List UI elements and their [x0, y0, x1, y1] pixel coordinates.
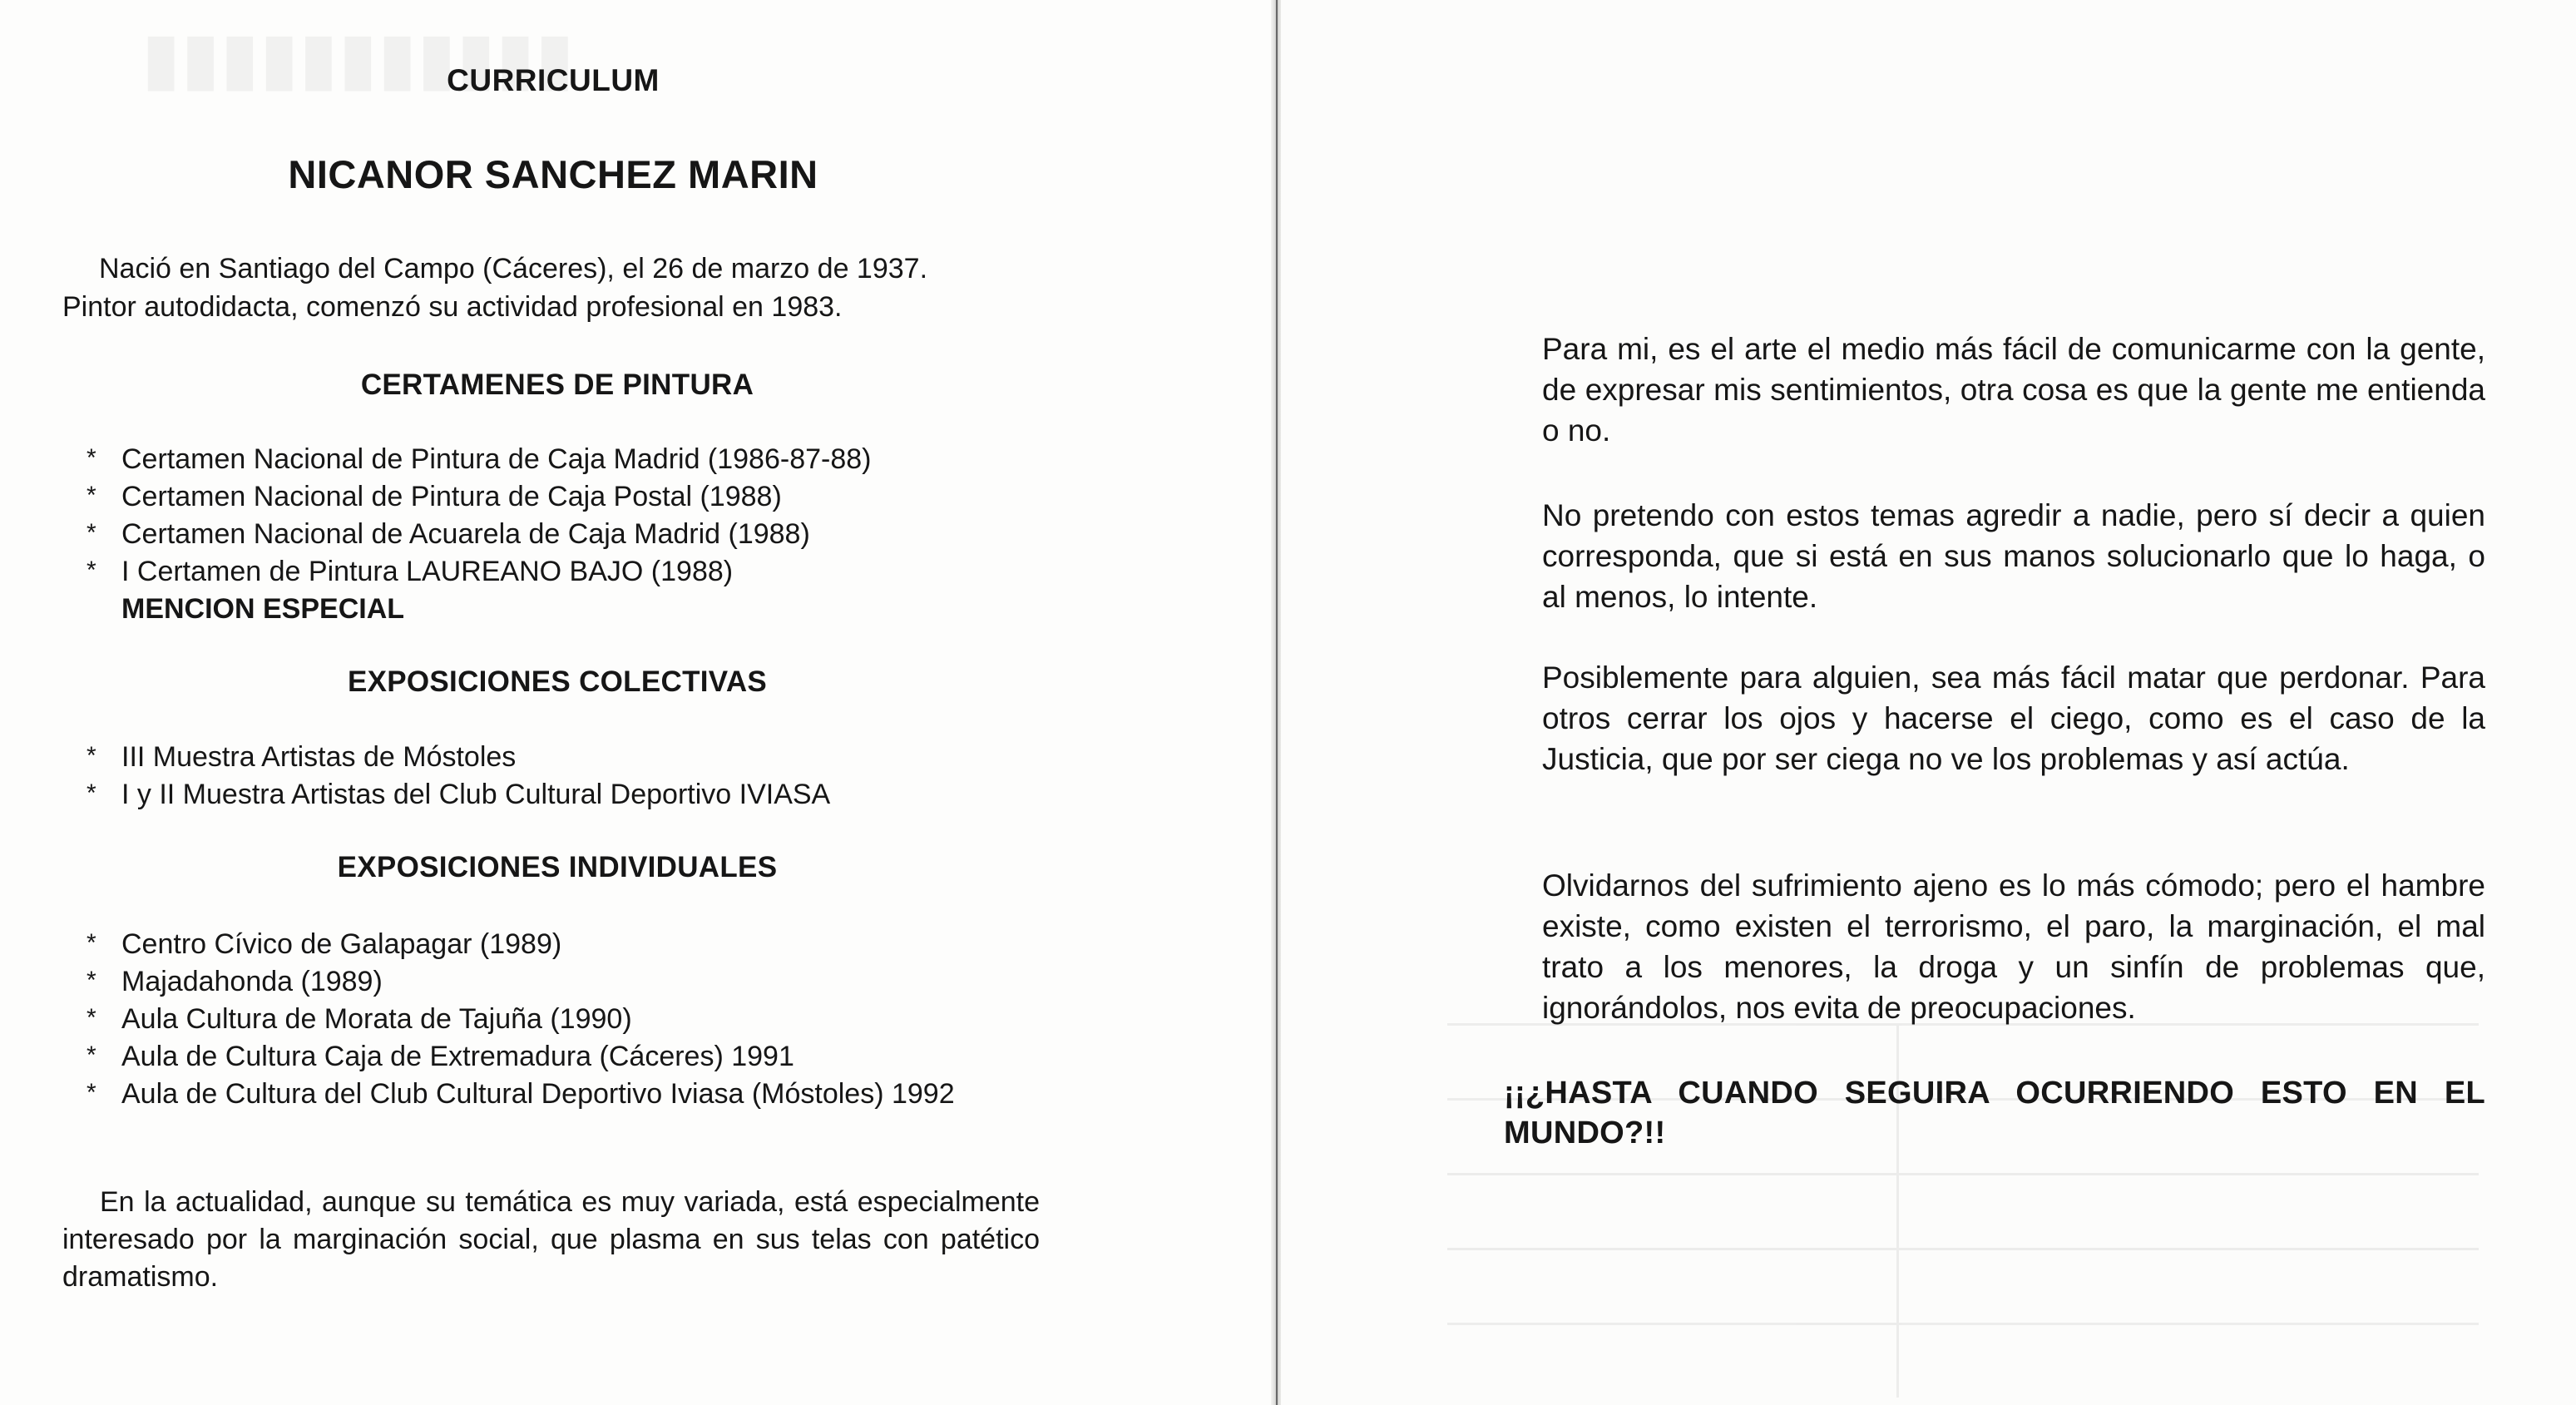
list-item: * Aula Cultura de Morata de Tajuña (1990): [75, 1001, 1048, 1038]
list-item: * Certamen Nacional de Pintura de Caja Postal (1988): [75, 478, 1048, 516]
list-item: * Majadahonda (1989): [75, 963, 1048, 1001]
certamenes-list: [75, 441, 1048, 628]
award-note: MENCION ESPECIAL: [121, 593, 405, 625]
statement-paragraph-4: Olvidarnos del sufrimiento ajeno es lo más cómodo; pero el hambre existe, como existen el terrorismo, el paro, la marginación, el mal trato a los menores, la droga y un sinfín de problemas que, ignorándolos, nos evita de preocupaciones.: [1542, 868, 2485, 1025]
bullet-asterisk: *: [87, 742, 96, 769]
list-item: * I Certamen de Pintura LAUREANO BAJO (1988): [75, 553, 1048, 591]
artist-name: NICANOR SANCHEZ MARIN: [288, 152, 818, 196]
curriculum-heading: CURRICULUM: [447, 63, 660, 97]
left-page: [0, 0, 1273, 1405]
bullet-asterisk: *: [87, 557, 96, 584]
bullet-asterisk: *: [87, 967, 96, 994]
list-item: * III Muestra Artistas de Móstoles: [75, 739, 1048, 776]
bullet-asterisk: *: [87, 1041, 96, 1069]
list-item: * Centro Cívico de Galapagar (1989): [75, 926, 1048, 963]
list-item: * Certamen Nacional de Acuarela de Caja Madrid (1988): [75, 516, 1048, 553]
closing-question: ¡¡¿HASTA CUANDO SEGUIRA OCURRIENDO ESTO EN EL MUNDO?!!: [1504, 1076, 2485, 1150]
intro-line-career: Pintor autodidacta, comenzó su actividad profesional en 1983.: [62, 291, 843, 323]
bullet-asterisk: *: [87, 444, 96, 472]
bullet-asterisk: *: [87, 1079, 96, 1106]
intro-line-birth: Nació en Santiago del Campo (Cáceres), el 26 de marzo de 1937.: [99, 253, 928, 284]
list-item: * Aula de Cultura Caja de Extremadura (Cáceres) 1991: [75, 1038, 1048, 1076]
list-item: * I y II Muestra Artistas del Club Cultural Deportivo IVIASA: [75, 776, 1048, 814]
bullet-asterisk: *: [87, 1004, 96, 1031]
section-heading-certamenes: CERTAMENES DE PINTURA: [360, 369, 754, 401]
bullet-asterisk: *: [87, 929, 96, 957]
statement-paragraph-2: No pretendo con estos temas agredir a nadie, pero sí decir a quien corresponda, que si está en sus manos solucionarlo que lo haga, o al menos, lo intente.: [1542, 498, 2485, 614]
list-item: * Certamen Nacional de Pintura de Caja Madrid (1986-87-88): [75, 441, 1048, 478]
closing-bio-paragraph: En la actualidad, aunque su temática es muy variada, está especialmente interesado por la marginación social, que plasma en sus telas con patético dramatismo.: [62, 1186, 1040, 1293]
bullet-asterisk: *: [87, 519, 96, 547]
colectivas-list: [75, 739, 1048, 814]
section-heading-individuales: EXPOSICIONES INDIVIDUALES: [337, 851, 778, 883]
intro-paragraph: [62, 250, 1040, 326]
bullet-asterisk: *: [87, 482, 96, 509]
statement-paragraph-3: Posiblemente para alguien, sea más fácil matar que perdonar. Para otros cerrar los ojos y hacerse el ciego, como es el caso de la Justicia, que por ser ciega no ve los problemas y así actúa.: [1542, 660, 2485, 776]
bullet-asterisk: *: [87, 779, 96, 807]
list-item: * Aula de Cultura del Club Cultural Deportivo Iviasa (Móstoles) 1992: [75, 1076, 1048, 1113]
individuales-list: [75, 926, 1048, 1113]
section-heading-colectivas: EXPOSICIONES COLECTIVAS: [347, 665, 768, 698]
statement-paragraph-1: Para mi, es el arte el medio más fácil de comunicarme con la gente, de expresar mis sentimientos, otra cosa es que la gente me entienda o no.: [1542, 332, 2485, 448]
